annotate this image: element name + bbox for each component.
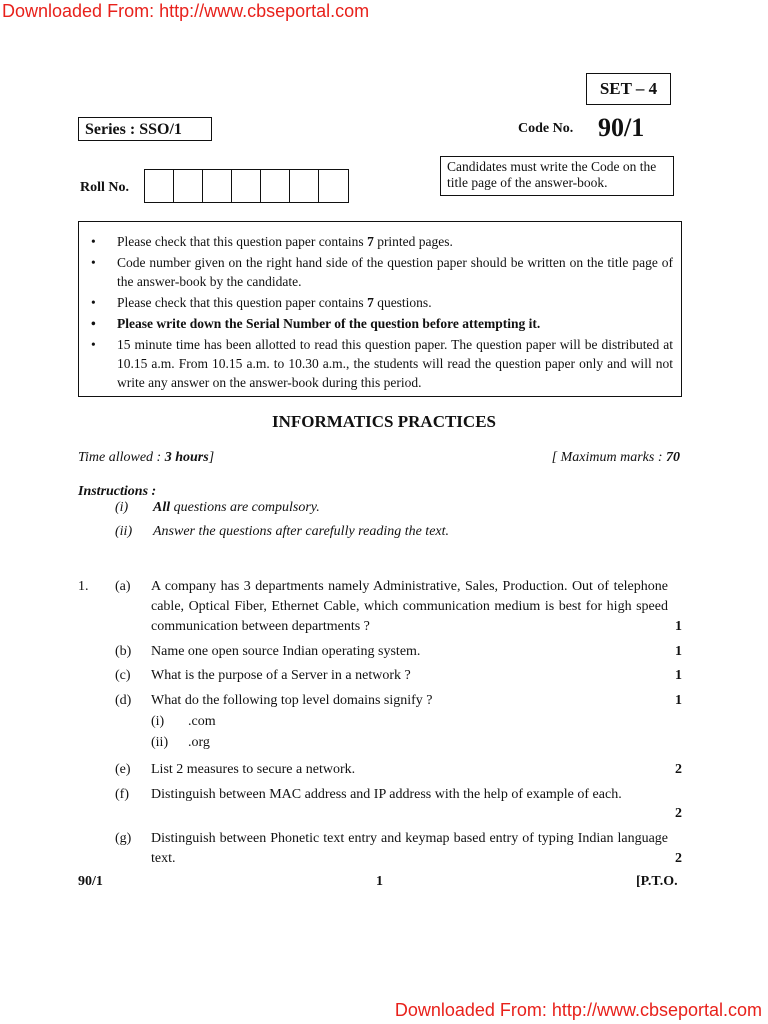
code-label: Code No. [518,121,574,136]
part-text: A company has 3 departments namely Administrative, Sales, Production. Out of telephone cable, Optical Fiber, Ethernet Cable, which communication medium is best for high speed communication between departments ? [151,579,668,634]
roll-cell [290,170,319,202]
roll-cell [174,170,203,202]
watermark-bottom[interactable]: Downloaded From: http://www.cbseportal.com [394,1000,762,1020]
roll-cell [232,170,261,202]
sub-item-text: .com [188,714,216,729]
subject-title: INFORMATICS PRACTICES [271,412,496,431]
part-text: Distinguish between MAC address and IP address with the help of example of each. [151,787,622,802]
candidates-note: Candidates must write the Code on the title page of the answer-book. [440,156,674,196]
note-item: • Please write down the Serial Number of the question before attempting it. [91,316,541,331]
part-label: (g) [115,831,132,846]
series: Series : SSO/1 [78,117,212,141]
note-item: • Please check that this question paper contains 7 questions. [91,295,432,310]
instructions-box [78,221,682,397]
roll-cell [203,170,232,202]
part-label: (a) [115,579,131,594]
footer-code: 90/1 [78,874,103,889]
maximum-marks: [ Maximum marks : 70 [551,450,680,465]
part-text: What is the purpose of a Server in a network ? [151,668,411,683]
page-number: 1 [376,874,383,889]
note-item: • Code number given on the right hand side of the question paper should be written on the title page of the answer-book by the candidate. [91,255,673,289]
part-label: (c) [115,668,131,683]
time-allowed: Time allowed : 3 hours] [78,450,215,465]
roll-cell [319,170,348,202]
watermark-top[interactable]: Downloaded From: http://www.cbseportal.com [2,1,370,21]
sub-item-text: .org [188,735,210,750]
sub-item-num: (ii) [151,735,169,750]
note-item: • 15 minute time has been allotted to read this question paper. The question paper will be distributed at 10.15 a.m. From 10.15 a.m. to 10.30 a.m., the students will read the question paper only and will not write any answer on the answer-book during this period. [91,337,673,390]
part-label: (d) [115,693,132,708]
part-marks: 1 [675,619,682,634]
part-marks: 2 [675,762,682,777]
part-marks: 1 [675,644,682,659]
part-marks: 1 [675,668,682,683]
question-number: 1. [78,579,89,594]
code-value: 90/1 [598,113,645,142]
part-label: (f) [115,787,129,802]
part-label: (b) [115,644,132,659]
note-item: • Please check that this question paper contains 7 printed pages. [91,234,453,249]
part-marks: 1 [675,693,682,708]
part-marks: 2 [675,851,682,866]
part-label: (e) [115,762,131,777]
part-text: List 2 measures to secure a network. [151,762,356,777]
part-text: What do the following top level domains signify ? [151,693,433,708]
instructions-heading: Instructions : [78,484,157,499]
set-number: SET – 4 [586,73,671,105]
roll-cell [261,170,290,202]
pto-label: [P.T.O. [636,874,678,889]
part-marks: 2 [675,806,682,821]
roll-cell [145,170,174,202]
part-text: Distinguish between Phonetic text entry and keymap based entry of typing Indian language text. [151,831,668,866]
roll-label: Roll No. [80,180,129,195]
part-text: Name one open source Indian operating system. [151,644,421,659]
roll-number-grid [144,169,349,203]
sub-item-num: (i) [151,714,165,729]
